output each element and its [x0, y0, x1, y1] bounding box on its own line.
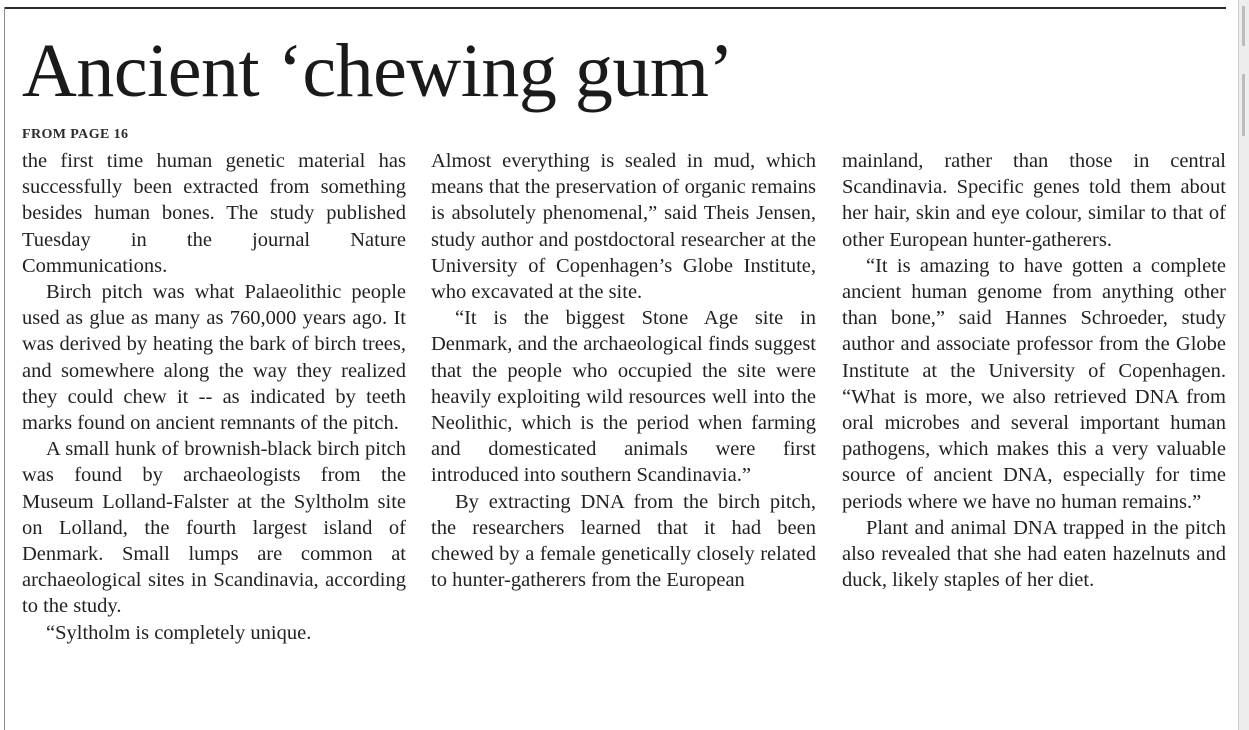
article-column-1: [22, 148, 406, 646]
paragraph: A small hunk of brownish-black birch pitch was found by archaeologists from the Museum Lolland-Falster at the Syltholm site on Lolland, the fourth largest island of Denmark. Small lumps are common at archaeological sites in Scandinavia, according to the study.: [22, 438, 406, 618]
page-left-edge: [4, 7, 5, 730]
article-column-2: [431, 148, 816, 593]
paragraph: mainland, rather than those in central Scandinavia. Specific genes told them about her hair, skin and eye colour, similar to that of other European hunter-gatherers.: [842, 150, 1226, 251]
paragraph: the first time human genetic material has successfully been extracted from something besides human bones. The study published Tuesday in the journal Nature Communications.: [22, 150, 406, 277]
top-rule: [4, 7, 1226, 9]
headline: Ancient ‘chewing gum’: [22, 29, 734, 113]
paragraph: Birch pitch was what Palaeolithic people used as glue as many as 760,000 years ago. It was derived by heating the bark of birch trees, and somewhere along the way they realized they could chew it -- as indicated by teeth marks found on ancient remnants of the pitch.: [22, 281, 406, 435]
article-column-3: [842, 148, 1226, 593]
paragraph: “Syltholm is completely unique.: [46, 621, 312, 644]
paragraph: Almost everything is sealed in mud, which means that the preservation of organic remains is absolutely phenomenal,” said Theis Jensen, study author and postdoctoral researcher at the University of Copenhagen’s Globe Institute, who excavated at the site.: [431, 150, 816, 304]
adjacent-page-ink: [1242, 74, 1245, 136]
continued-from-label: FROM PAGE 16: [22, 127, 129, 142]
paragraph: By extracting DNA from the birch pitch, the researchers learned that it had been chewed by a female genetically closely related to hunter-gatherers from the European: [431, 490, 816, 592]
adjacent-page-strip: [1238, 0, 1249, 730]
paragraph: “It is the biggest Stone Age site in Denmark, and the archaeological finds suggest that the people who occupied the site were heavily exploiting wild resources well into the Neolithic, which is the period when farming and domesticated animals were first introduced into southern Scandinavia.”: [431, 307, 816, 487]
adjacent-page-ink: [1242, 6, 1245, 46]
paragraph: “It is amazing to have gotten a complete ancient human genome from anything other than bone,” said Hannes Schroeder, study author and associate professor from the Globe Institute at the University of Copenhagen. “What is more, we also retrieved DNA from oral microbes and several important human pathogens, which makes this a very valuable source of ancient DNA, especially for time periods where we have no human remains.”: [842, 254, 1226, 513]
paragraph: Plant and animal DNA trapped in the pitch also revealed that she had eaten hazelnuts and duck, likely staples of her diet.: [842, 516, 1226, 592]
